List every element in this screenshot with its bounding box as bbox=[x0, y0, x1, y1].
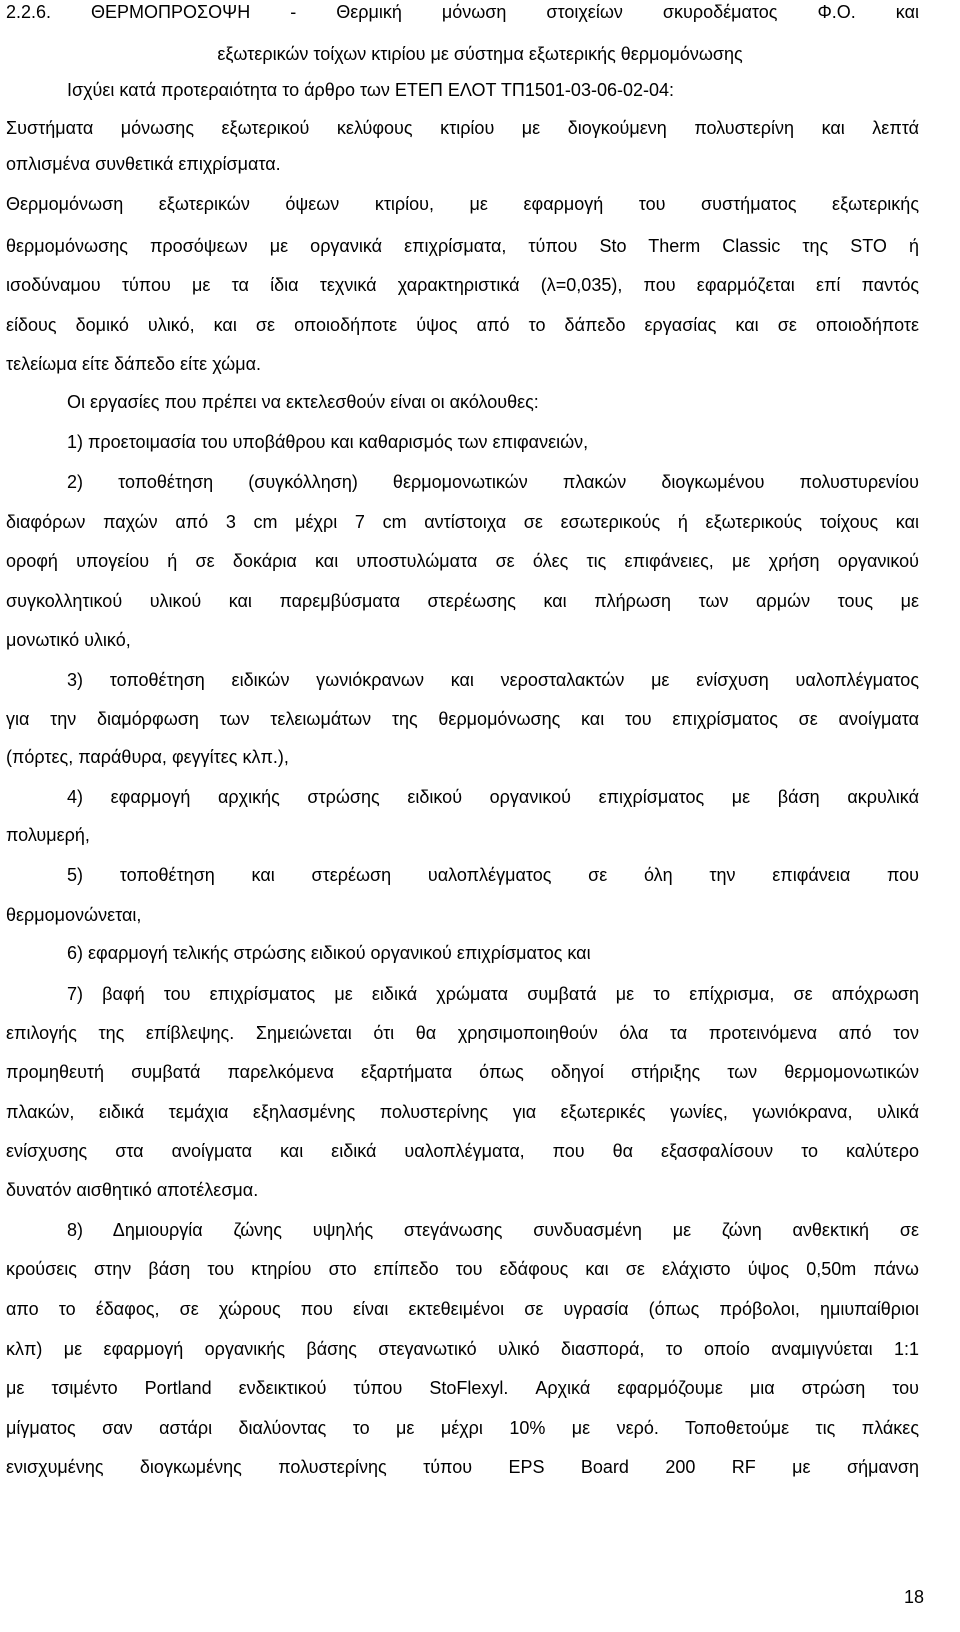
list-item: 1) προετοιμασία του υποβάθρου και καθαρισμός των επιφανειών, bbox=[67, 432, 589, 452]
page-number: 18 bbox=[903, 1587, 924, 1607]
text-line: κρούσεις στην βάση του κτηρίου στο επίπεδο του εδάφους και σε ελάχιστο ύψος 0,50m πάνω bbox=[6, 1259, 919, 1279]
list-item: 6) εφαρμογή τελικής στρώσης ειδικού οργανικού επιχρίσματος και bbox=[67, 943, 591, 963]
text-line: (πόρτες, παράθυρα, φεγγίτες κλπ.), bbox=[6, 747, 289, 767]
list-item: 3) τοποθέτηση ειδικών γωνιόκρανων και νεροσταλακτών με ενίσχυση υαλοπλέγματος bbox=[67, 670, 919, 690]
text-line: συγκολλητικού υλικού και παρεμβύσματα στερέωσης και πλήρωση των αρμών τους με bbox=[6, 591, 919, 611]
text-line: Θερμομόνωση εξωτερικών όψεων κτιρίου, με εφαρμογή του συστήματος εξωτερικής bbox=[6, 194, 919, 214]
text-line: επιλογής της επίβλεψης. Σημειώνεται ότι θα χρησιμοποιηθούν όλα τα προτεινόμενα από τον bbox=[6, 1023, 919, 1043]
text-line: μονωτικό υλικό, bbox=[6, 630, 131, 650]
text-line: με τσιμέντο Portland ενδεικτικού τύπου StoFlexyl. Αρχικά εφαρμόζουμε μια στρώση του bbox=[6, 1378, 919, 1398]
text-line: ενίσχυσης στα ανοίγματα και ειδικά υαλοπλέγματα, που θα εξασφαλίσουν το καλύτερο bbox=[6, 1141, 919, 1161]
text-line: κλπ) με εφαρμογή οργανικής βάσης στεγανωτικό υλικό διασπορά, το οποίο αναμιγνύεται 1:1 bbox=[6, 1339, 919, 1359]
text-line: πολυμερή, bbox=[6, 825, 90, 845]
text-line: μίγματος σαν αστάρι διαλύοντας το με μέχρι 10% με νερό. Τοποθετούμε τις πλάκες bbox=[6, 1418, 919, 1438]
heading-line-1: 2.2.6. ΘΕΡΜΟΠΡΟΣΟΨΗ - Θερμική μόνωση στοιχείων σκυροδέματος Φ.Ο. και bbox=[6, 2, 919, 22]
text-line: τελείωμα είτε δάπεδο είτε χώμα. bbox=[6, 354, 262, 374]
text-line: είδους δομικό υλικό, και σε οποιοδήποτε ύψος από το δάπεδο εργασίας και σε οποιοδήποτε bbox=[6, 315, 919, 335]
text-line: Οι εργασίες που πρέπει να εκτελεσθούν είναι οι ακόλουθες: bbox=[67, 392, 539, 412]
list-item: 5) τοποθέτηση και στερέωση υαλοπλέγματος σε όλη την επιφάνεια που bbox=[67, 865, 919, 885]
list-item: 2) τοποθέτηση (συγκόλληση) θερμομονωτικών πλακών διογκωμένου πολυστυρενίου bbox=[67, 472, 919, 492]
heading-line-2: εξωτερικών τοίχων κτιρίου με σύστημα εξωτερικής θερμομόνωσης bbox=[217, 44, 743, 64]
text-line: Ισχύει κατά προτεραιότητα το άρθρο των ΕΤΕΠ ΕΛΟΤ ΤΠ1501-03-06-02-04: bbox=[67, 80, 674, 100]
text-line: διαφόρων παχών από 3 cm μέχρι 7 cm αντίστοιχα σε εσωτερικούς ή εξωτερικούς τοίχους και bbox=[6, 512, 919, 532]
list-item: 8) Δημιουργία ζώνης υψηλής στεγάνωσης συνδυασμένη με ζώνη ανθεκτική σε bbox=[67, 1220, 919, 1240]
text-line: θερμομόνωσης προσόψεων με οργανικά επιχρίσματα, τύπου Sto Therm Classic της STO ή bbox=[6, 236, 919, 256]
text-line: προμηθευτή συμβατά παρελκόμενα εξαρτήματα όπως οδηγοί στήριξης των θερμομονωτικών bbox=[6, 1062, 919, 1082]
text-line: θερμομονώνεται, bbox=[6, 905, 142, 925]
list-item: 7) βαφή του επιχρίσματος με ειδικά χρώματα συμβατά με το επίχρισμα, σε απόχρωση bbox=[67, 984, 919, 1004]
text-line: ενισχυμένης διογκωμένης πολυστερίνης τύπου EPS Board 200 RF με σήμανση bbox=[6, 1457, 919, 1477]
text-line: Συστήματα μόνωσης εξωτερικού κελύφους κτιρίου με διογκούμενη πολυστερίνη και λεπτά bbox=[6, 118, 919, 138]
text-line: πλακών, ειδικά τεμάχια εξηλασμένης πολυστερίνης για εξωτερικές γωνίες, γωνιόκρανα, υλικά bbox=[6, 1102, 919, 1122]
text-line: οπλισμένα συνθετικά επιχρίσματα. bbox=[6, 154, 281, 174]
list-item: 4) εφαρμογή αρχικής στρώσης ειδικού οργανικού επιχρίσματος με βάση ακρυλικά bbox=[67, 787, 919, 807]
text-line: δυνατόν αισθητικό αποτέλεσμα. bbox=[6, 1180, 259, 1200]
text-line: για την διαμόρφωση των τελειωμάτων της θερμομόνωσης και του επιχρίσματος σε ανοίγματα bbox=[6, 709, 919, 729]
text-line: οροφή υπογείου ή σε δοκάρια και υποστυλώματα σε όλες τις επιφάνειες, με χρήση οργανικού bbox=[6, 551, 919, 571]
text-line: απο το έδαφος, σε χώρους που είναι εκτεθειμένοι σε υγρασία (όπως πρόβολοι, ημιυπαίθριοι bbox=[6, 1299, 919, 1319]
text-line: ισοδύναμου τύπου με τα ίδια τεχνικά χαρακτηριστικά (λ=0,035), που εφαρμόζεται επί παντός bbox=[6, 275, 919, 295]
